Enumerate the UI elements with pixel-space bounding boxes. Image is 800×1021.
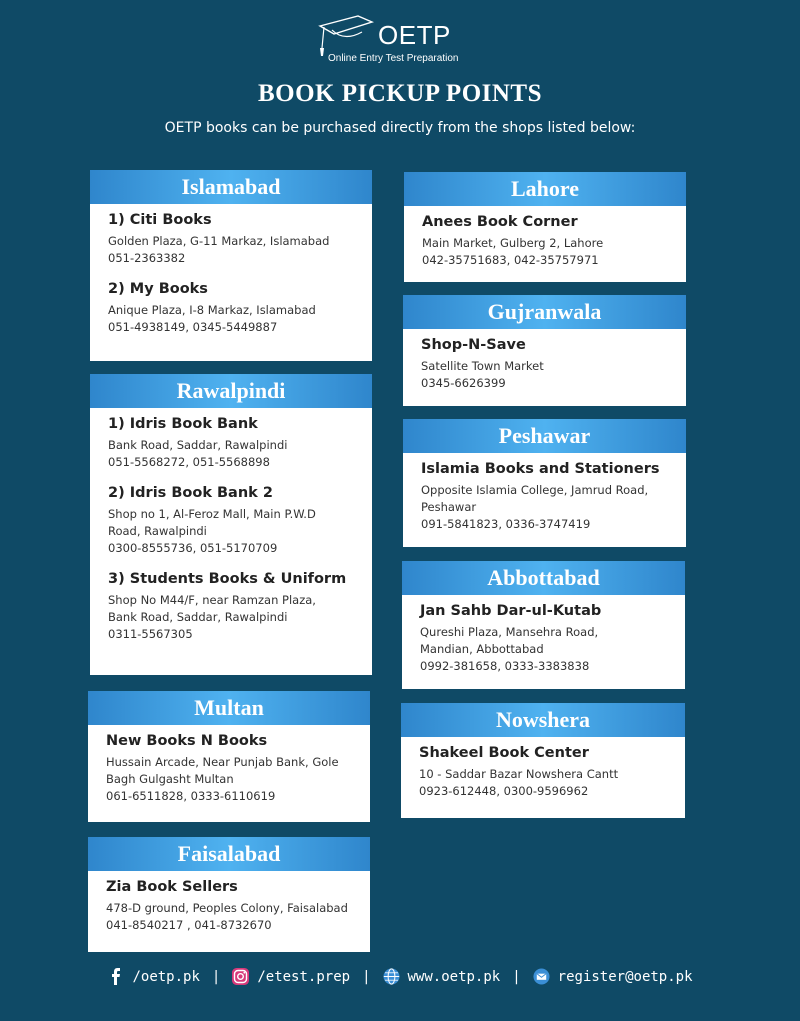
- shop-name: Anees Book Corner: [422, 214, 578, 230]
- city-card-nowshera: [401, 703, 685, 818]
- city-title: Nowshera: [401, 703, 685, 737]
- city-title: Gujranwala: [403, 295, 686, 329]
- instagram-link[interactable]: [232, 968, 350, 985]
- shop-address: Anique Plaza, I-8 Markaz, Islamabad: [108, 303, 316, 317]
- shop-entry: [108, 281, 360, 336]
- shop-phone: 0345-6626399: [421, 376, 506, 390]
- page-title: BOOK PICKUP POINTS: [257, 80, 543, 107]
- website-link[interactable]: [383, 968, 501, 985]
- shop-entry: [108, 571, 360, 643]
- shop-phone: 0923-612448, 0300-9596962: [419, 784, 589, 798]
- shop-entry: [108, 485, 360, 557]
- shop-phone: 051-4938149, 0345-5449887: [108, 320, 278, 334]
- shop-address: Qureshi Plaza, Mansehra Road,: [420, 625, 599, 639]
- city-card-lahore: [404, 172, 686, 282]
- shop-entry: [421, 337, 674, 392]
- city-title: Peshawar: [403, 419, 686, 453]
- shop-name: Islamia Books and Stationers: [421, 461, 660, 477]
- facebook-handle: /oetp.pk: [132, 968, 200, 985]
- shop-address: Bank Road, Saddar, Rawalpindi: [108, 438, 288, 452]
- shop-entry: [106, 733, 358, 805]
- shop-entry: [421, 461, 674, 533]
- city-card-rawalpindi: [90, 374, 372, 675]
- shop-entry: [420, 603, 673, 675]
- shop-address: Shop no 1, Al-Feroz Mall, Main P.W.D: [108, 507, 316, 521]
- instagram-icon: [232, 968, 249, 985]
- shop-entry: [422, 214, 674, 269]
- city-card-islamabad: [90, 170, 372, 361]
- city-card-multan: [88, 691, 370, 822]
- shop-phone: 041-8540217 , 041-8732670: [106, 918, 272, 932]
- city-card-peshawar: [403, 419, 686, 547]
- city-title: Rawalpindi: [90, 374, 372, 408]
- facebook-icon: [107, 968, 124, 985]
- shop-address: Hussain Arcade, Near Punjab Bank, Gole: [106, 755, 339, 769]
- footer-contacts: [0, 968, 800, 985]
- shop-name: 3) Students Books & Uniform: [108, 571, 347, 587]
- email-address: register@oetp.pk: [557, 968, 693, 985]
- city-title: Abbottabad: [402, 561, 685, 595]
- shop-phone: 091-5841823, 0336-3747419: [421, 517, 591, 531]
- shop-entry: [108, 212, 360, 267]
- shop-name: 1) Idris Book Bank: [108, 416, 258, 432]
- shop-phone: 061-6511828, 0333-6110619: [106, 789, 276, 803]
- shop-address: Opposite Islamia College, Jamrud Road,: [421, 483, 649, 497]
- globe-icon: [383, 968, 400, 985]
- shop-name: New Books N Books: [106, 733, 268, 749]
- page-subtitle: OETP books can be purchased directly from the shops listed below:: [164, 120, 636, 136]
- city-title: Lahore: [404, 172, 686, 206]
- city-title: Islamabad: [90, 170, 372, 204]
- shop-name: Jan Sahb Dar-ul-Kutab: [420, 603, 602, 619]
- shop-name: 1) Citi Books: [108, 212, 212, 228]
- shop-entry: [106, 879, 358, 934]
- shop-phone: 0300-8555736, 051-5170709: [108, 541, 278, 555]
- shop-name: 2) Idris Book Bank 2: [108, 485, 273, 501]
- separator: |: [211, 968, 221, 985]
- shop-address: Golden Plaza, G-11 Markaz, Islamabad: [108, 234, 330, 248]
- logo-name: OETP: [378, 20, 451, 50]
- shop-phone: 0992-381658, 0333-3383838: [420, 659, 590, 673]
- shop-address: Bank Road, Saddar, Rawalpindi: [108, 610, 288, 624]
- shop-name: 2) My Books: [108, 281, 208, 297]
- shop-phone: 051-2363382: [108, 251, 186, 265]
- shop-address: 10 - Saddar Bazar Nowshera Cantt: [419, 767, 619, 781]
- email-link[interactable]: [533, 968, 693, 985]
- shop-name: Zia Book Sellers: [106, 879, 238, 895]
- city-card-abbottabad: [402, 561, 685, 689]
- city-title: Faisalabad: [88, 837, 370, 871]
- shop-address: Bagh Gulgasht Multan: [106, 772, 234, 786]
- shop-name: Shop-N-Save: [421, 337, 526, 353]
- shop-name: Shakeel Book Center: [419, 745, 589, 761]
- separator: |: [362, 968, 371, 985]
- separator: |: [512, 968, 521, 985]
- shop-phone: 051-5568272, 051-5568898: [108, 455, 270, 469]
- facebook-link[interactable]: [107, 968, 199, 985]
- city-card-gujranwala: [403, 295, 686, 406]
- mail-icon: [533, 968, 550, 985]
- city-card-faisalabad: [88, 837, 370, 952]
- website-url: www.oetp.pk: [407, 968, 501, 985]
- instagram-handle: /etest.prep: [257, 968, 351, 985]
- shop-address: Satellite Town Market: [421, 359, 544, 373]
- shop-phone: 0311-5567305: [108, 627, 193, 641]
- oetp-logo: [310, 12, 510, 72]
- shop-entry: [419, 745, 673, 800]
- shop-address: Shop No M44/F, near Ramzan Plaza,: [108, 593, 316, 607]
- shop-address: Mandian, Abbottabad: [420, 642, 544, 656]
- shop-address: Road, Rawalpindi: [108, 524, 207, 538]
- shop-phone: 042-35751683, 042-35757971: [422, 253, 599, 267]
- city-title: Multan: [88, 691, 370, 725]
- shop-entry: [108, 416, 360, 471]
- logo-tagline: Online Entry Test Preparation: [328, 53, 459, 64]
- shop-address: 478-D ground, Peoples Colony, Faisalabad: [106, 901, 348, 915]
- shop-address: Peshawar: [421, 500, 477, 514]
- shop-address: Main Market, Gulberg 2, Lahore: [422, 236, 604, 250]
